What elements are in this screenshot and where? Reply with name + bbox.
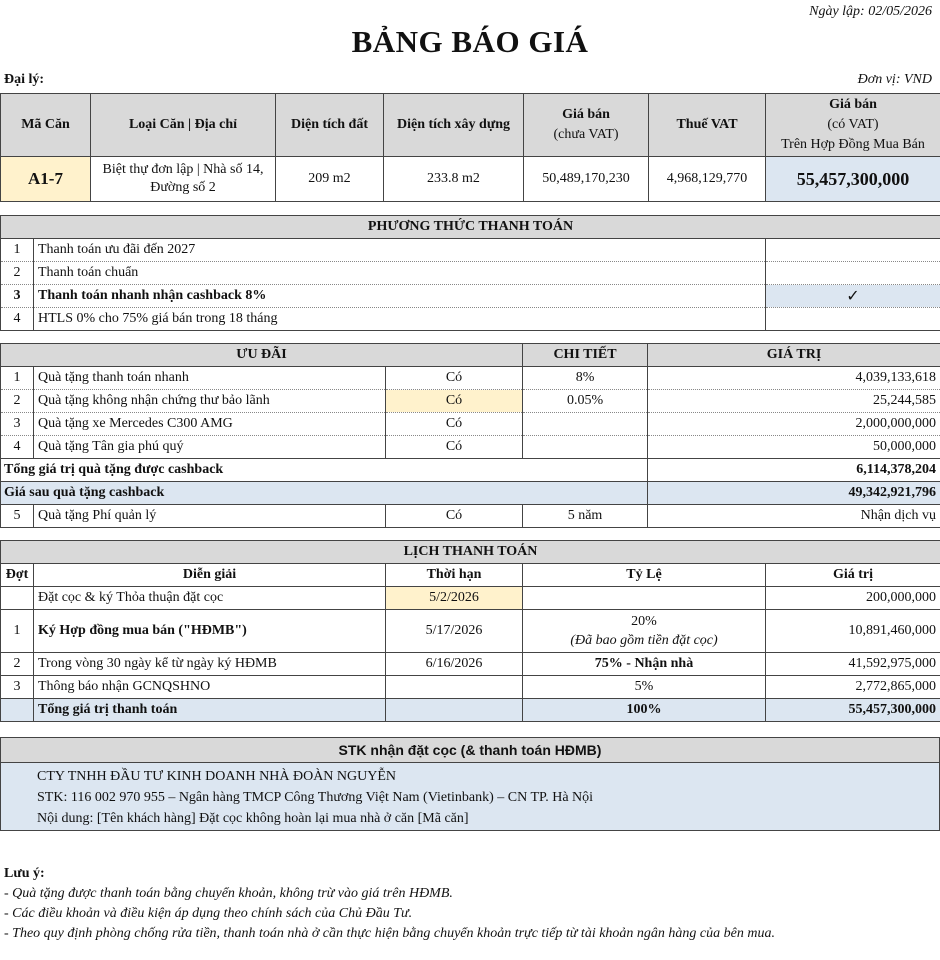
incentive-row xyxy=(1,436,940,459)
header-price-vat: Giá bán (có VAT) Trên Hợp Đồng Mua Bán xyxy=(766,94,940,157)
unit-code: A1-7 xyxy=(1,157,91,202)
incentive-flag: Có xyxy=(386,367,523,390)
incentive-label: Quà tặng Phí quản lý xyxy=(34,505,386,528)
unit-type: Biệt thự đơn lập | Nhà số 14, Đường số 2 xyxy=(91,157,276,202)
schedule-phase: 2 xyxy=(1,653,34,676)
header-vat: Thuế VAT xyxy=(649,94,766,157)
schedule-desc: Thông báo nhận GCNQSHNO xyxy=(34,676,386,699)
check-icon: ✓ xyxy=(846,288,860,305)
unit-land-area: 209 m2 xyxy=(276,157,384,202)
unit-price-vat: 55,457,300,000 xyxy=(766,157,940,202)
incentive-row xyxy=(1,505,940,528)
header-price-novat: Giá bán (chưa VAT) xyxy=(524,94,649,157)
incentives-total-row xyxy=(1,459,940,482)
unit-vat: 4,968,129,770 xyxy=(649,157,766,202)
payment-method-select[interactable] xyxy=(766,285,940,308)
schedule-rate: 20% (Đã bao gồm tiền đặt cọc) xyxy=(523,610,766,653)
schedule-value: 200,000,000 xyxy=(766,587,940,610)
row-number: 1 xyxy=(1,367,34,390)
row-number: 2 xyxy=(1,390,34,413)
unit-build-area: 233.8 m2 xyxy=(384,157,524,202)
schedule-total-row xyxy=(1,699,940,722)
header-build-area: Diện tích xây dựng xyxy=(384,94,524,157)
schedule-header-deadline: Thời hạn xyxy=(386,564,523,587)
incentive-row xyxy=(1,390,940,413)
page-title: BẢNG BÁO GIÁ xyxy=(351,24,589,59)
issue-date: Ngày lập: 02/05/2026 xyxy=(809,4,932,19)
note-item: - Các điều khoản và điều kiện áp dụng theo chính sách của Chủ Đầu Tư. xyxy=(4,906,413,921)
schedule-value: 10,891,460,000 xyxy=(766,610,940,653)
header-code: Mã Căn xyxy=(1,94,91,157)
schedule-deadline xyxy=(386,676,523,699)
schedule-phase: 3 xyxy=(1,676,34,699)
incentives-table xyxy=(0,343,940,528)
schedule-rate: 5% xyxy=(523,676,766,699)
payment-method-row xyxy=(1,239,940,262)
price-after-cashback-row xyxy=(1,482,940,505)
payment-method-label: Thanh toán chuẩn xyxy=(34,262,766,285)
incentives-header-name: ƯU ĐÃI xyxy=(1,344,523,367)
row-number: 5 xyxy=(1,505,34,528)
schedule-phase xyxy=(1,587,34,610)
schedule-deadline: 6/16/2026 xyxy=(386,653,523,676)
schedule-rate xyxy=(523,587,766,610)
schedule-desc: Ký Hợp đồng mua bán ("HĐMB") xyxy=(34,610,386,653)
incentive-flag: Có xyxy=(386,436,523,459)
payment-method-row-selected xyxy=(1,285,940,308)
currency-unit: Đơn vị: VND xyxy=(857,72,932,87)
row-number: 1 xyxy=(1,239,34,262)
row-number: 3 xyxy=(1,413,34,436)
header-land-area: Diện tích đất xyxy=(276,94,384,157)
schedule-value: 41,592,975,000 xyxy=(766,653,940,676)
schedule-row xyxy=(1,653,940,676)
incentive-row xyxy=(1,413,940,436)
unit-table xyxy=(0,93,940,202)
unit-price-novat: 50,489,170,230 xyxy=(524,157,649,202)
incentive-detail: 5 năm xyxy=(523,505,648,528)
incentive-value: 4,039,133,618 xyxy=(648,367,940,390)
schedule-total-label: Tổng giá trị thanh toán xyxy=(34,699,386,722)
payment-method-label: HTLS 0% cho 75% giá bán trong 18 tháng xyxy=(34,308,766,331)
bank-info-title: STK nhận đặt cọc (& thanh toán HĐMB) xyxy=(1,738,939,763)
row-number: 4 xyxy=(1,436,34,459)
bank-company: CTY TNHH ĐẦU TƯ KINH DOANH NHÀ ĐOÀN NGUYỄN xyxy=(37,769,397,784)
schedule-rate-note: (Đã bao gồm tiền đặt cọc) xyxy=(570,633,718,648)
payment-method-label: Thanh toán nhanh nhận cashback 8% xyxy=(34,285,766,308)
schedule-header-value: Giá trị xyxy=(766,564,940,587)
row-number: 2 xyxy=(1,262,34,285)
schedule-deadline[interactable]: 5/2/2026 xyxy=(386,587,523,610)
schedule-phase: 1 xyxy=(1,610,34,653)
agent-label: Đại lý: xyxy=(4,72,45,87)
incentive-row xyxy=(1,367,940,390)
row-number: 4 xyxy=(1,308,34,331)
schedule-rate: 75% - Nhận nhà xyxy=(523,653,766,676)
incentive-detail: 0.05% xyxy=(523,390,648,413)
note-item: - Quà tặng được thanh toán bằng chuyển khoản, không trừ vào giá trên HĐMB. xyxy=(4,886,453,901)
schedule-desc: Trong vòng 30 ngày kể từ ngày ký HĐMB xyxy=(34,653,386,676)
incentive-value: Nhận dịch vụ xyxy=(648,505,940,528)
payment-methods-table xyxy=(0,215,940,331)
payment-method-select[interactable] xyxy=(766,239,940,262)
price-after-cashback-label: Giá sau quà tặng cashback xyxy=(1,482,648,505)
schedule-row xyxy=(1,610,940,653)
payment-method-row xyxy=(1,308,940,331)
incentive-flag[interactable]: Có xyxy=(386,390,523,413)
schedule-row xyxy=(1,587,940,610)
incentive-value: 2,000,000,000 xyxy=(648,413,940,436)
incentives-total-value: 6,114,378,204 xyxy=(648,459,940,482)
schedule-deadline: 5/17/2026 xyxy=(386,610,523,653)
schedule-total-rate: 100% xyxy=(523,699,766,722)
incentive-flag: Có xyxy=(386,505,523,528)
price-after-cashback-value: 49,342,921,796 xyxy=(648,482,940,505)
incentive-detail xyxy=(523,413,648,436)
schedule-value: 2,772,865,000 xyxy=(766,676,940,699)
row-number: 3 xyxy=(1,285,34,308)
incentive-value: 50,000,000 xyxy=(648,436,940,459)
incentives-total-label: Tổng giá trị quà tặng được cashback xyxy=(1,459,648,482)
notes-label: Lưu ý: xyxy=(4,866,45,881)
incentive-label: Quà tặng Tân gia phú quý xyxy=(34,436,386,459)
incentives-header-value: GIÁ TRỊ xyxy=(648,344,940,367)
payment-methods-title: PHƯƠNG THỨC THANH TOÁN xyxy=(1,216,940,239)
incentive-label: Quà tặng không nhận chứng thư bảo lãnh xyxy=(34,390,386,413)
schedule-title: LỊCH THANH TOÁN xyxy=(1,541,940,564)
payment-method-select[interactable] xyxy=(766,262,940,285)
bank-transfer-content: Nội dung: [Tên khách hàng] Đặt cọc không hoàn lại mua nhà ở căn [Mã căn] xyxy=(37,811,469,826)
incentive-flag: Có xyxy=(386,413,523,436)
note-item: - Theo quy định phòng chống rửa tiền, thanh toán nhà ở cần thực hiện bằng chuyển khoản trực tiếp từ tài khoản ngân hàng của bên mua. xyxy=(4,926,775,941)
bank-account: STK: 116 002 970 955 – Ngân hàng TMCP Công Thương Việt Nam (Vietinbank) – CN TP. Hà Nội xyxy=(37,790,594,805)
schedule-row xyxy=(1,676,940,699)
header-type: Loại Căn | Địa chỉ xyxy=(91,94,276,157)
bank-info-box xyxy=(0,737,940,831)
incentives-header-detail: CHI TIẾT xyxy=(523,344,648,367)
incentive-value: 25,244,585 xyxy=(648,390,940,413)
incentive-detail xyxy=(523,436,648,459)
schedule-desc: Đặt cọc & ký Thỏa thuận đặt cọc xyxy=(34,587,386,610)
schedule-header-phase: Đợt xyxy=(1,564,34,587)
schedule-header-rate: Tỷ Lệ xyxy=(523,564,766,587)
payment-method-row xyxy=(1,262,940,285)
schedule-total-value: 55,457,300,000 xyxy=(766,699,940,722)
payment-method-select[interactable] xyxy=(766,308,940,331)
payment-method-label: Thanh toán ưu đãi đến 2027 xyxy=(34,239,766,262)
incentive-detail: 8% xyxy=(523,367,648,390)
payment-schedule-table xyxy=(0,540,940,722)
incentive-label: Quà tặng xe Mercedes C300 AMG xyxy=(34,413,386,436)
schedule-header-desc: Diễn giải xyxy=(34,564,386,587)
notes-section xyxy=(4,864,775,944)
incentive-label: Quà tặng thanh toán nhanh xyxy=(34,367,386,390)
